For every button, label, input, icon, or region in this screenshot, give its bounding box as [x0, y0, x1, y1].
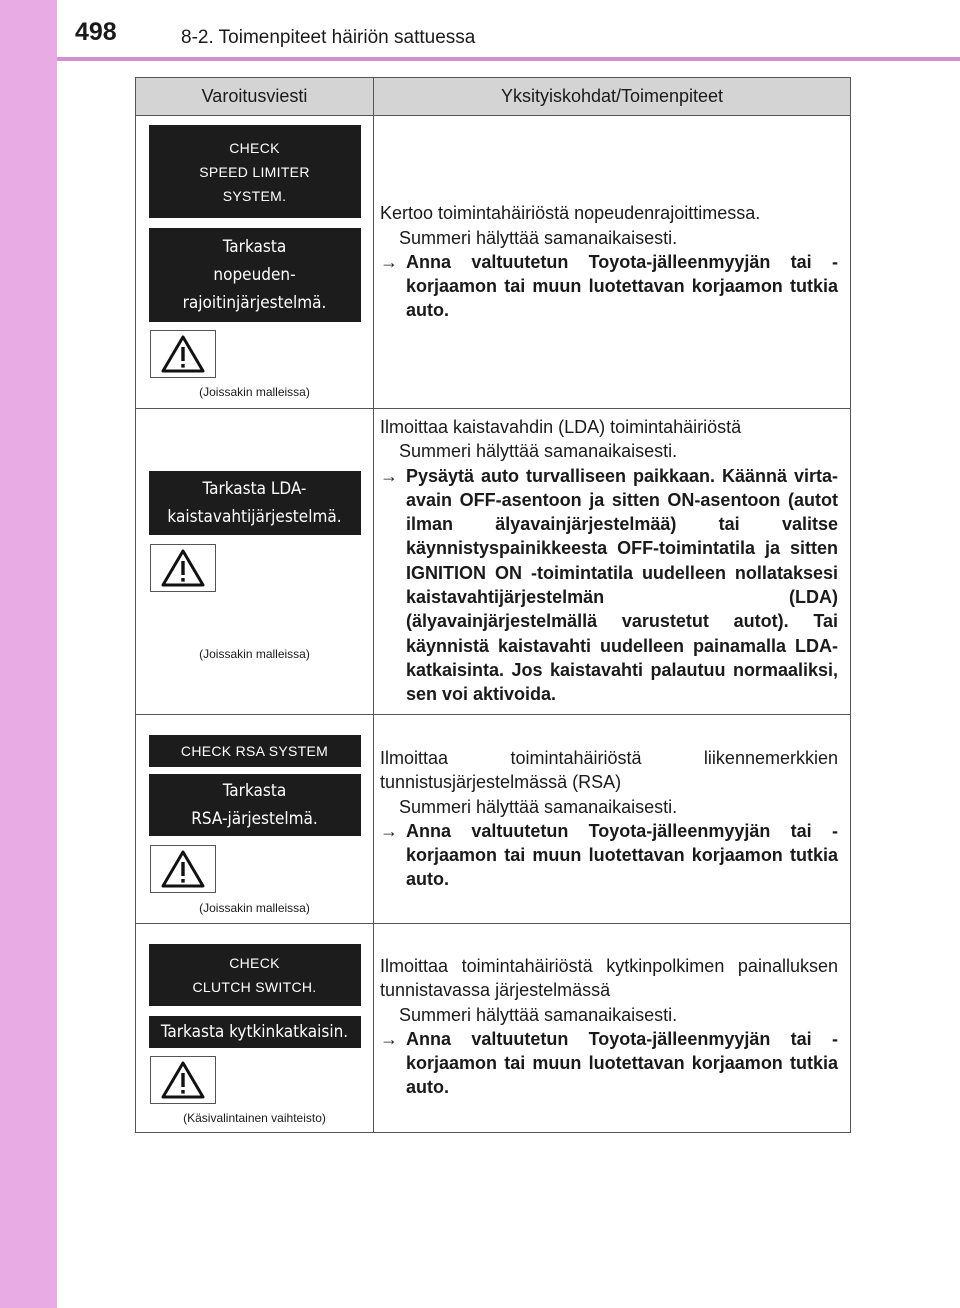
action-step: → Anna valtuutetun Toyota-jälleenmyyjän tai -korjaamon tai muun luotettavan korjaamon tutkia auto. — [380, 1027, 838, 1100]
display-screen-finnish: Tarkasta RSA-järjestelmä. — [149, 774, 361, 836]
warning-triangle-icon — [160, 849, 206, 889]
model-note: (Joissakin malleissa) — [199, 901, 310, 915]
table-row — [136, 924, 851, 1133]
description-text: Ilmoittaa toimintahäiriöstä kytkinpolkimen painalluksen tunnistavassa järjestelmässä — [380, 956, 838, 1001]
buzzer-text: Summeri hälyttää samanaikaisesti. — [399, 1004, 678, 1025]
description-text: Ilmoittaa toimintahäiriöstä liikennemerkkien tunnistusjärjestelmässä (RSA) — [380, 748, 838, 793]
details-cell — [374, 116, 851, 409]
right-arrow-icon: → — [380, 465, 398, 486]
buzzer-text: Summeri hälyttää samanaikaisesti. — [399, 227, 678, 248]
display-screen-finnish: Tarkasta kytkinkatkaisin. — [149, 1016, 361, 1048]
side-tab-strip — [0, 0, 57, 1308]
warning-cell — [136, 715, 374, 924]
action-step: → Anna valtuutetun Toyota-jälleenmyyjän tai -korjaamon tai muun luotettavan korjaamon tutkia auto. — [380, 819, 838, 892]
warning-light-box — [150, 544, 216, 592]
description-text: Ilmoittaa kaistavahdin (LDA) toimintahäiriöstä — [380, 417, 742, 437]
table-header-row — [136, 78, 851, 116]
buzzer-text: Summeri hälyttää samanaikaisesti. — [399, 796, 678, 817]
warning-cell — [136, 409, 374, 715]
warning-triangle-icon — [160, 334, 206, 374]
col-header-warning: Varoitusviesti — [136, 78, 374, 116]
header-divider — [57, 57, 960, 61]
warning-triangle-icon — [160, 1060, 206, 1100]
model-note: (Käsivalintainen vaihteisto) — [183, 1111, 326, 1125]
right-arrow-icon: → — [380, 820, 398, 841]
details-cell — [374, 715, 851, 924]
model-note: (Joissakin malleissa) — [199, 385, 310, 399]
display-screen-english: CHECK SPEED LIMITER SYSTEM. — [149, 125, 361, 218]
display-screen-english: CHECK CLUTCH SWITCH. — [149, 944, 361, 1006]
model-note: (Joissakin malleissa) — [199, 647, 310, 661]
warning-light-box — [150, 330, 216, 378]
warning-light-box — [150, 1056, 216, 1104]
warning-light-box — [150, 845, 216, 893]
warning-triangle-icon — [160, 548, 206, 588]
warning-cell — [136, 116, 374, 409]
col-header-details: Yksityiskohdat/Toimenpiteet — [374, 78, 851, 116]
warning-cell — [136, 924, 374, 1133]
action-step: → Anna valtuutetun Toyota-jälleenmyyjän tai -korjaamon tai muun luotettavan korjaamon tutkia auto. — [380, 250, 838, 323]
table-row — [136, 715, 851, 924]
action-step: → Pysäytä auto turvalliseen paikkaan. Käännä virta-avain OFF-asentoon ja sitten ON-asentoon (autot ilman älyavainjärjestelmää) tai valitse käynnistyspainikkeesta OFF-toimintatila ja sitten IGNITION ON -toimintatila uudelleen nollataksesi kaistavahtijärjestelmän (LDA) (älyavainjärjestelmällä varustetut autot). Tai käynnistä kaistavahti uudelleen painamalla LDA-katkaisinta. Jos kaistavahti palautuu normaaliksi, sen voi aktivoida. — [380, 464, 838, 707]
details-cell — [374, 924, 851, 1133]
right-arrow-icon: → — [380, 251, 398, 272]
display-screen-english: CHECK RSA SYSTEM — [149, 735, 361, 767]
section-title: 8-2. Toimenpiteet häiriön sattuessa — [181, 27, 476, 48]
warning-message-table — [135, 77, 851, 1133]
right-arrow-icon: → — [380, 1028, 398, 1049]
page-number: 498 — [75, 18, 117, 46]
buzzer-text: Summeri hälyttää samanaikaisesti. — [399, 441, 678, 462]
details-cell — [374, 409, 851, 715]
display-screen-finnish: Tarkasta nopeuden- rajoitinjärjestelmä. — [149, 228, 361, 322]
table-row — [136, 116, 851, 409]
description-text: Kertoo toimintahäiriöstä nopeudenrajoittimessa. — [380, 203, 761, 224]
display-screen-finnish: Tarkasta LDA- kaistavahtijärjestelmä. — [149, 471, 361, 535]
table-row — [136, 409, 851, 715]
